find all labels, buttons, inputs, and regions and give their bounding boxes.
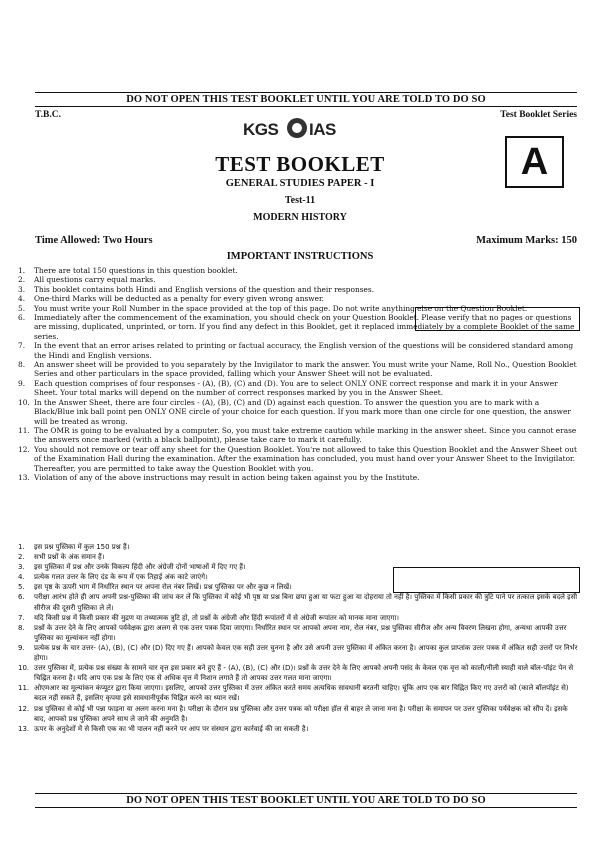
instruction-text: प्रत्येक प्रश्न के चार उत्तर- (A), (B), (C) और (D) दिए गए हैं। आपको केवल एक सही उत्तर चुनना है और उसे अपनी उत्तर पुस्तिका में अंकित करना है। आपका कुल प्राप्तांक उत्तर पत्रक में अंकित सही उत्तरों पर निर्भर होगा। <box>34 643 578 663</box>
maximum-marks: Maximum Marks: 150 <box>476 235 577 246</box>
warning-banner-bottom: DO NOT OPEN THIS TEST BOOKLET UNTIL YOU ARE TOLD TO DO SO <box>35 793 577 808</box>
instruction-item <box>18 592 578 612</box>
instruction-number: 1. <box>18 266 26 275</box>
instruction-number: 8. <box>18 360 26 370</box>
instruction-item <box>18 473 578 482</box>
time-allowed: Time Allowed: Two Hours <box>35 235 153 246</box>
instruction-text: You should not remove or tear off any sheet for the Question Booklet. You're not allowed to take this Question Booklet and the Answer Sheet out of the Examination Hall during the examination. After the examination has concluded, you must hand over your Answer Sheet to the Invigilator. Thereafter, you are permitted to take away the Question Booklet with you. <box>34 444 577 473</box>
instruction-text: इस पृष्ठ के ऊपरी भाग में निर्धारित स्थान पर अपना रोल नंबर लिखें। प्रश्न पुस्तिका पर और कुछ न लिखें। <box>34 583 292 592</box>
instruction-number: 3. <box>18 563 25 572</box>
instruction-item <box>18 398 578 426</box>
instruction-item <box>18 552 578 562</box>
instruction-item <box>18 542 578 552</box>
instruction-item <box>18 266 578 275</box>
instruction-text: An answer sheet will be provided to you separately by the Invigilator to mark the answer. You must write your Name, Roll No., Question Booklet Series and other particulars in the space provided, falling which your Answer Sheet will not be evaluated. <box>34 360 577 379</box>
instruction-text: This booklet contains both Hindi and English versions of the question and their responses. <box>34 284 375 294</box>
instruction-item <box>18 313 578 341</box>
instruction-item <box>18 445 578 473</box>
instruction-text: Each question comprises of four responses - (A), (B), (C) and (D). You are to select ONLY ONE correct response and mark it in your Answer Sheet. Your total marks will depend on the number of correct responses marked by you in the Answer Sheet. <box>34 378 558 398</box>
instruction-item <box>18 360 578 379</box>
instruction-number: 13. <box>18 472 30 482</box>
instruction-number: 7. <box>18 341 26 351</box>
instruction-text: परीक्षा आरंभ होते ही आप अपनी प्रश्न-पुस्तिका की जांच कर लें कि पुस्तिका में कोई भी पृष्ठ या प्रश्न बिना छपा हुआ या फटा हुआ या दोहराया तो नहीं है। पुस्तिका में किसी प्रकार की त्रुटि पाने पर तत्काल इसके बदले इसी सीरीज की दूसरी पुस्तिका ले लें। <box>34 593 578 612</box>
paper-subtitle: GENERAL STUDIES PAPER - I <box>225 178 375 189</box>
instruction-number: 4. <box>18 573 25 582</box>
instruction-text: In the event that an error arises related to printing or factual accuracy, the English version of the questions will be considered standard among the Hindi and English versions. <box>34 341 574 360</box>
instruction-number: 9. <box>18 643 25 652</box>
instruction-number: 9. <box>18 378 26 388</box>
instruction-item <box>18 724 578 734</box>
instruction-item <box>18 426 578 445</box>
instruction-text: There are total 150 questions in this question booklet. <box>34 266 238 275</box>
instruction-text: The OMR is going to be evaluated by a computer. So, you must take extreme caution while marking in the answer sheet. Since you cannot erase the answers once marked (with a black ballpoint), please take care to mark it carefully. <box>34 425 577 445</box>
instruction-item <box>18 663 578 683</box>
instruction-number: 5. <box>18 303 26 313</box>
instruction-number: 8. <box>18 623 25 632</box>
instruction-number: 10. <box>18 397 30 407</box>
instruction-number: 4. <box>18 294 26 304</box>
instruction-text: यदि किसी प्रश्न में किसी प्रकार की मुद्रण या तथ्यात्मक त्रुटि हो, तो प्रश्नों के अंग्रेजी और हिंदी रूपांतरों में से अंग्रेजी रूपांतर को मानक माना जाएगा। <box>34 613 400 622</box>
instruction-item <box>18 643 578 663</box>
instruction-number: 11. <box>18 684 30 693</box>
instruction-text: प्रश्न पुस्तिका से कोई भी पन्ना फाड़ना या अलग करना मना है। परीक्षा के दौरान प्रश्न पुस्तिका और उत्तर पत्रक को परीक्षा हॉल से बाहर ले जाना मना है। परीक्षा के समापन पर उत्तर पुस्तिका पर्यवेक्षक को सौंप दें। इसके बाद, आपको प्रश्न पुस्तिका अपने साथ ले जाने की अनुमति है। <box>34 704 568 723</box>
instruction-number: 6. <box>18 593 25 602</box>
instruction-text: उत्तर पुस्तिका में, प्रत्येक प्रश्न संख्या के सामने चार वृत्त इस प्रकार बने हुए हैं - (A), (B), (C) और (D)। प्रश्नों के उत्तर देने के लिए आपको अपनी पसंद के केवल एक वृत्त को काली/नीली स्याही वाले बॉल-पॉइंट पेन से चिह्नित करना है। यदि आप एक प्रश्न के लिए एक से अधिक वृत्त में निशान लगाते हैं तो आपका उत्तर गलत माना जाएगा। <box>34 664 574 683</box>
instruction-text: ऊपर के अनुदेशों में से किसी एक का भी पालन नहीं करने पर आप पर संस्थान द्वारा कार्रवाई की जा सकती है। <box>34 724 309 733</box>
instruction-item <box>18 304 578 313</box>
kgs-ias-logo <box>243 117 351 141</box>
subject-title: MODERN HISTORY <box>253 212 347 223</box>
instruction-item <box>18 285 578 294</box>
instruction-item <box>18 623 578 643</box>
instruction-item <box>18 379 578 398</box>
instruction-item <box>18 582 578 592</box>
instruction-item <box>18 572 578 582</box>
instruction-number: 2. <box>18 553 25 562</box>
logo-right-text: IAS <box>309 120 336 139</box>
globe-icon <box>287 118 307 138</box>
instruction-number: 10. <box>18 664 30 673</box>
test-number: Test-11 <box>284 195 316 206</box>
instruction-number: 1. <box>18 543 25 551</box>
instruction-text: इस प्रश्न पुस्तिका में कुल 150 प्रश्न हैं। <box>34 543 130 551</box>
series-label: Test Booklet Series <box>500 110 577 120</box>
instruction-item <box>18 704 578 724</box>
instruction-text: Immediately after the commencement of the examination, you should check on your Question Booklet. Please verify that no pages or questions are missing, duplicated, unprinted, or torn. If you find any defect in this Booklet, get it replaced immediately by a complete Booklet of the same series. <box>34 313 575 341</box>
instruction-text: One-third Marks will be deducted as a penalty for every given wrong answer. <box>34 294 325 304</box>
instruction-number: 2. <box>18 275 26 285</box>
instructions-heading: IMPORTANT INSTRUCTIONS <box>226 251 374 262</box>
instruction-item <box>18 683 578 703</box>
instruction-number: 12. <box>18 444 30 454</box>
hindi-instructions <box>18 542 578 734</box>
instruction-number: 6. <box>18 313 26 323</box>
instruction-item <box>18 562 578 572</box>
booklet-title: TEST BOOKLET <box>215 152 385 176</box>
instruction-number: 3. <box>18 284 26 294</box>
instruction-text: You must write your Roll Number in the space provided at the top of this page. Do not write anything else on the Question Booklet. <box>34 303 528 313</box>
instruction-number: 12. <box>18 704 30 713</box>
instruction-text: In the Answer Sheet, there are four circles - (A), (B), (C) and (D) against each question. To answer the question you are to mark with a Black/Blue ink ball point pen ONLY ONE circle of your choice for each question. If you mark more than one circle for one question, the answer will be treated as wrong. <box>34 397 571 426</box>
logo-left-text: KGS <box>243 120 279 139</box>
instruction-number: 5. <box>18 583 25 592</box>
instruction-item <box>18 294 578 303</box>
instruction-text: प्रत्येक गलत उत्तर के लिए दंड के रूप में एक तिहाई अंक काटे जाएंगे। <box>34 573 208 582</box>
series-letter-box: A <box>505 136 564 188</box>
instruction-text: ओएमआर का मूल्यांकन कंप्यूटर द्वारा किया जाएगा। इसलिए, आपको उत्तर पुस्तिका में उत्तर अंकित करते समय अत्यधिक सावधानी बरतनी चाहिए। चूंकि आप एक बार चिह्नित किए गए उत्तरों को (काले बॉलपॉइंट से) बदल नहीं सकते हैं, इसलिए कृपया इसे सावधानीपूर्वक चिह्नित करने का ध्यान रखें। <box>34 684 569 703</box>
instruction-text: प्रश्नों के उत्तर देने के लिए आपको पर्यवेक्षक द्वारा अलग से एक उत्तर पत्रक दिया जाएगा। निर्धारित स्थान पर आपको अपना नाम, रोल नंबर, प्रश्न पुस्तिका सीरीज और अन्य विवरण लिखना होगा, अन्यथा आपकी उत्तर पुस्तिका का मूल्यांकन नहीं होगा। <box>34 623 567 642</box>
instruction-item <box>18 341 578 360</box>
english-instructions <box>18 266 578 482</box>
instruction-item <box>18 275 578 284</box>
instruction-text: Violation of any of the above instructions may result in action being taken against you by the Institute. <box>34 472 420 482</box>
warning-banner-top: DO NOT OPEN THIS TEST BOOKLET UNTIL YOU ARE TOLD TO DO SO <box>35 92 577 107</box>
instruction-text: इस पुस्तिका में प्रश्न और उनके विकल्प हिंदी और अंग्रेजी दोनों भाषाओं में दिए गए हैं। <box>34 563 246 572</box>
tbc-label: T.B.C. <box>35 110 61 120</box>
instruction-text: All questions carry equal marks. <box>34 275 156 285</box>
instruction-item <box>18 613 578 623</box>
instruction-number: 11. <box>18 425 30 435</box>
instruction-number: 7. <box>18 613 25 622</box>
instruction-number: 13. <box>18 724 30 733</box>
instruction-text: सभी प्रश्नों के अंक समान हैं। <box>34 553 105 562</box>
